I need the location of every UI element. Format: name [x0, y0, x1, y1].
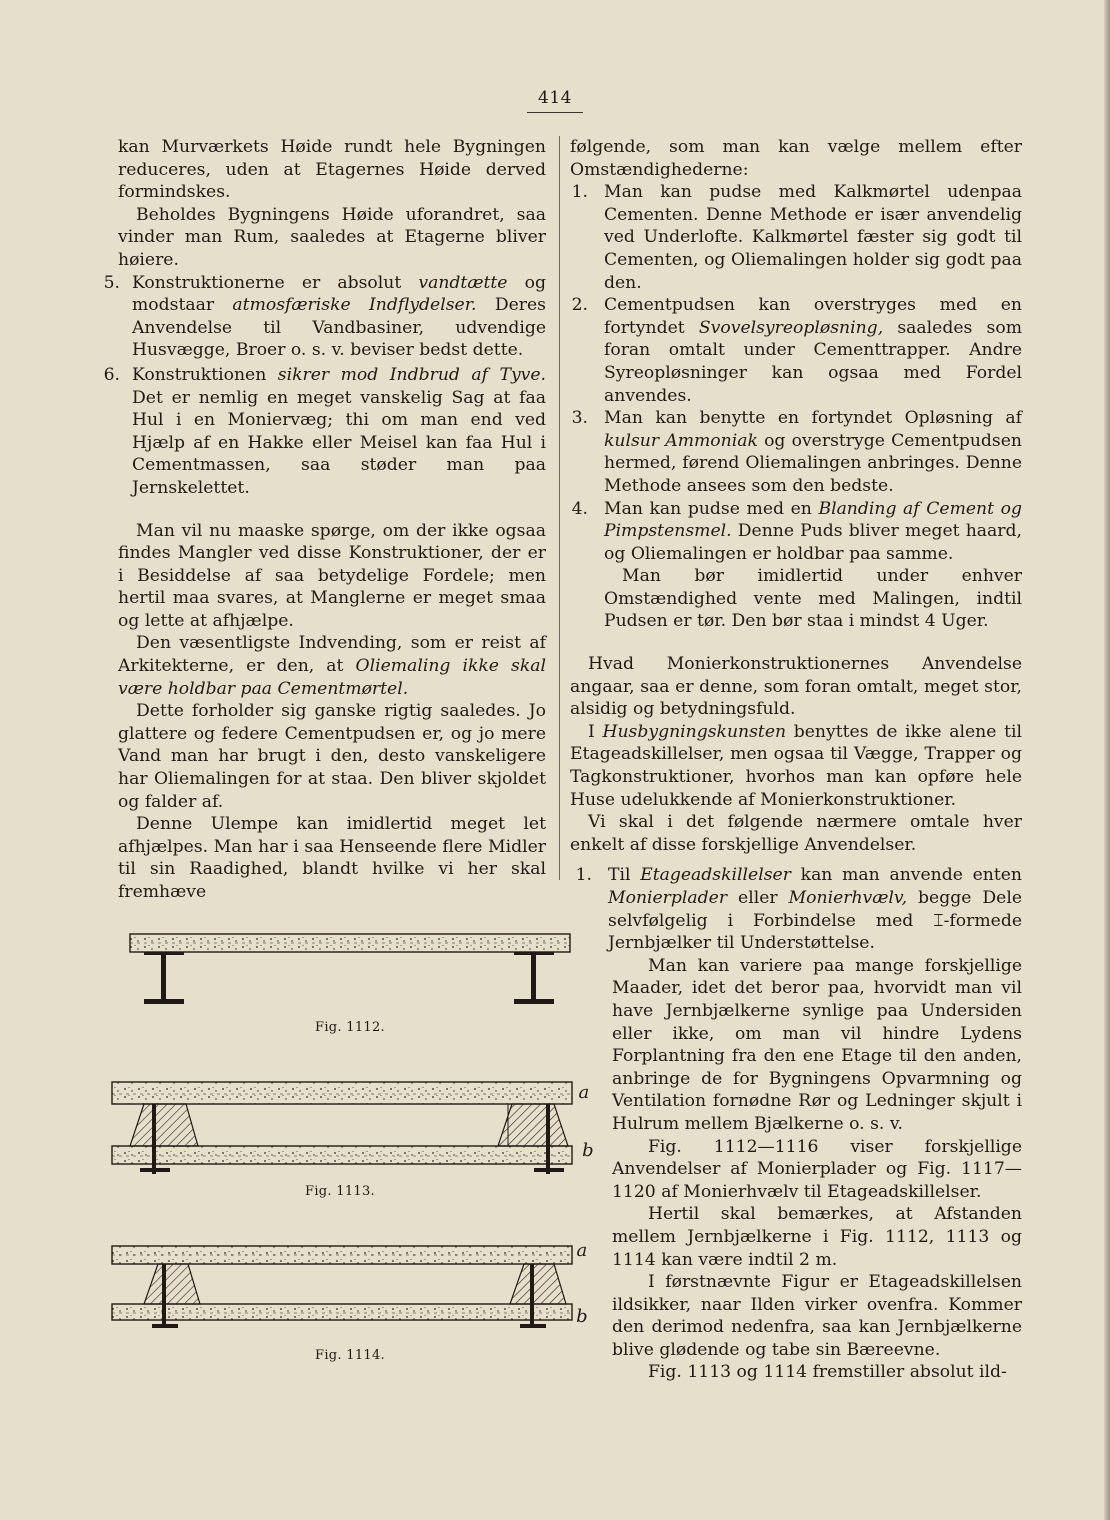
- item-number: 3.: [571, 408, 588, 429]
- etage-continuation: [570, 955, 1022, 1384]
- item-body: [604, 498, 1022, 566]
- figure-1114-drawing: [110, 1242, 580, 1332]
- para-mangler: Man vil nu maaske spørge, om der ikke ogsaa findes Mangler ved disse Konstruktioner, der er i Besiddelse af saa betydelige Fordele; men hertil maa svares, at Manglerne er meget smaa og lette at afhjælpe.: [118, 520, 546, 631]
- item-text: begge Dele selvfølgelig i Forbindelse med ⌶-formede Jernbjælker til Understøttelse.: [608, 888, 1022, 954]
- column-divider: [559, 136, 560, 880]
- item-number: 1.: [571, 182, 588, 203]
- left-column: [103, 136, 546, 904]
- list-item-4: [570, 498, 1022, 566]
- para-emphasis: Husbygningskunsten: [602, 721, 787, 742]
- item-number: 6.: [103, 364, 120, 385]
- item-text: Denne Puds bliver meget haard, og Oliemalingen er holdbar paa samme.: [604, 521, 1022, 564]
- item-text: og overstryge Cementpudsen hermed, førend Oliemalingen anbringes. Denne Methode ansees som den bedste.: [604, 430, 1022, 496]
- item-text: Konstruktionerne er absolut: [132, 272, 419, 293]
- para-last: Fig. 1113 og 1114 fremstiller absolut ild-: [648, 1362, 1007, 1383]
- para-text: benyttes de ikke alene til Etageadskillelser, men ogsaa til Vægge, Trapper og Tagkonstruktioner, hvorhos man kan opføre hele Huse udelukkende af Monierkonstruktioner.: [570, 721, 1022, 810]
- para-indvending: [118, 632, 546, 700]
- item-body: [132, 272, 546, 362]
- item-text: Til: [608, 865, 641, 886]
- para-variere: Man kan variere paa mange forskjellige Maader, idet det beror paa, hvorvidt man vil have Jernbjælkerne synlige paa Undersiden eller ikke, om man vil hindre Lydens Forplantning fra den ene Etage til den anden, anbringe de for Bygningens Opvarmning og Ventilation fornødne Rør og Ledninger skjult i Hulrum mellem Bjælkerne o. s. v.: [612, 955, 1022, 1134]
- item-text: Det er nemlig en meget vanskelig Sag at faa Hul i en Moniervæg; thi om man end ved Hjælp af en Hakke eller Meisel kan faa Hul i Cementmassen, saa støder man paa Jernskelettet.: [132, 387, 546, 498]
- page-edge: [1104, 0, 1110, 1520]
- item-text: eller: [727, 888, 789, 908]
- para-vi-skal: Vi skal i det følgende nærmere omtale hver enkelt af disse forskjellige Anvendelser.: [570, 812, 1022, 855]
- item-emphasis: Svovelsyreopløsning,: [698, 317, 884, 338]
- item-emphasis: vandtætte: [418, 272, 508, 293]
- item-emphasis: Monierhvælv,: [788, 888, 908, 908]
- figure-1114-caption: Fig. 1114.: [315, 1348, 385, 1363]
- item-number: 4.: [571, 498, 588, 519]
- item-text: og modstaar: [132, 272, 546, 316]
- figure-1112-drawing: [128, 928, 574, 1018]
- para-husbygning: [570, 721, 1022, 811]
- left-intro: kan Murværkets Høide rundt hele Bygningen reduceres, uden at Etagernes Høide derved formindskes.: [118, 137, 546, 203]
- para-anvendelse: Hvad Monierkonstruktionernes Anvendelse angaar, saa er denne, som foran omtalt, meget stor, alsidig og betydningsfuld.: [570, 654, 1022, 720]
- item-text: Man kan benytte en fortyndet Opløsning af: [604, 408, 1022, 429]
- para-text: Den væsentligste Indvending, som er reist af Arkitekterne, er den, at: [118, 633, 546, 677]
- item-emphasis: Monierplader: [608, 888, 728, 908]
- para-vente: Man bør imidlertid under enhver Omstændighed vente med Malingen, indtil Pudsen er tør. Den bør staa i mindst 4 Uger.: [604, 566, 1022, 632]
- list-item-etage: [570, 864, 1022, 954]
- figure-1113-drawing: [108, 1078, 588, 1178]
- list-item-1: [570, 181, 1022, 294]
- para-text: I: [588, 721, 603, 742]
- item-number: 2.: [571, 295, 588, 316]
- page-number-rule: [527, 112, 583, 113]
- figure-1113-caption: Fig. 1113.: [305, 1184, 375, 1199]
- item-body: [604, 407, 1022, 497]
- right-column: [570, 136, 1022, 1384]
- figure-1113-label-a: a: [578, 1082, 590, 1103]
- list-item-5: [103, 272, 546, 362]
- item-body: [608, 864, 1022, 954]
- para-hertil: Hertil skal bemærkes, at Afstanden mellem Jernbjælkerne i Fig. 1112, 1113 og 1114 kan være indtil 2 m.: [612, 1204, 1022, 1270]
- para-emphasis: Oliemaling ikke skal være holdbar paa Cementmørtel.: [118, 656, 546, 699]
- item-text: kan man anvende enten: [790, 865, 1023, 886]
- figure-1112-caption: Fig. 1112.: [315, 1020, 385, 1035]
- list-item-6: [103, 364, 546, 500]
- item-emphasis: sikrer mod Indbrud af Tyve.: [277, 364, 546, 385]
- para-ulempe: Denne Ulempe kan imidlertid meget let afhjælpes. Man har i saa Henseende flere Midler til sin Raadighed, blandt hvilke vi her skal fremhæve: [118, 814, 546, 902]
- para-dette: Dette forholder sig ganske rigtig saaledes. Jo glattere og federe Cementpudsen er, og jo mere Vand man har brugt i den, desto vanskeligere har Oliemalingen for at staa. Den bliver skjoldet og falder af.: [118, 701, 546, 812]
- item-text: Deres Anvendelse til Vandbasiner, udvendige Husvægge, Broer o. s. v. beviser bedst dette.: [132, 295, 546, 361]
- item-text: Cementpudsen kan overstryges med en fortyndet: [604, 295, 1022, 338]
- para-forstnaevnte: I førstnævnte Figur er Etageadskillelsen ildsikker, naar Ilden virker ovenfra. Kommer den derimod nedenfra, saa kan Jernbjælkerne blive glødende og tabe sin Bæreevne.: [612, 1272, 1022, 1360]
- list-item-2: [570, 294, 1022, 407]
- item-text: saaledes som foran omtalt under Cementtrapper. Andre Syreopløsninger kan ogsaa med Fordel anvendes.: [604, 317, 1023, 406]
- item-body: [604, 294, 1022, 407]
- figure-1114-label-a: a: [576, 1240, 588, 1261]
- item-emphasis: Blanding af Cement og Pimpstensmel.: [604, 498, 1022, 542]
- item-text: Konstruktionen: [132, 364, 278, 385]
- para-fig: Fig. 1112—1116 viser forskjellige Anvendelser af Monierplader og Fig. 1117—1120 af Monierhvælv til Etageadskillelser.: [612, 1136, 1022, 1202]
- right-intro: følgende, som man kan vælge mellem efter Omstændighederne:: [570, 137, 1022, 180]
- figure-1114-label-b: b: [576, 1306, 588, 1327]
- para-beholdes: Beholdes Bygningens Høide uforandret, saa vinder man Rum, saaledes at Etagerne bliver høiere.: [118, 204, 546, 270]
- item-emphasis: atmosfæriske Indflydelser.: [232, 295, 477, 316]
- page-number: 414: [538, 88, 572, 108]
- item-emphasis: Etageadskillelser: [640, 865, 791, 886]
- list-item-3: [570, 407, 1022, 497]
- item-body: Man kan pudse med Kalkmørtel udenpaa Cementen. Denne Methode er især anvendelig ved Underlofte. Kalkmørtel fæster sig godt til Cementen, og Oliemalingen holder sig godt paa den.: [604, 182, 1022, 293]
- item-text: Man kan pudse med en: [604, 498, 819, 519]
- item-number: 1.: [575, 865, 592, 886]
- item-number: 5.: [103, 272, 120, 293]
- item-body: [132, 364, 546, 500]
- figure-1113-label-b: b: [582, 1140, 594, 1161]
- item-emphasis: kulsur Ammoniak: [604, 430, 758, 451]
